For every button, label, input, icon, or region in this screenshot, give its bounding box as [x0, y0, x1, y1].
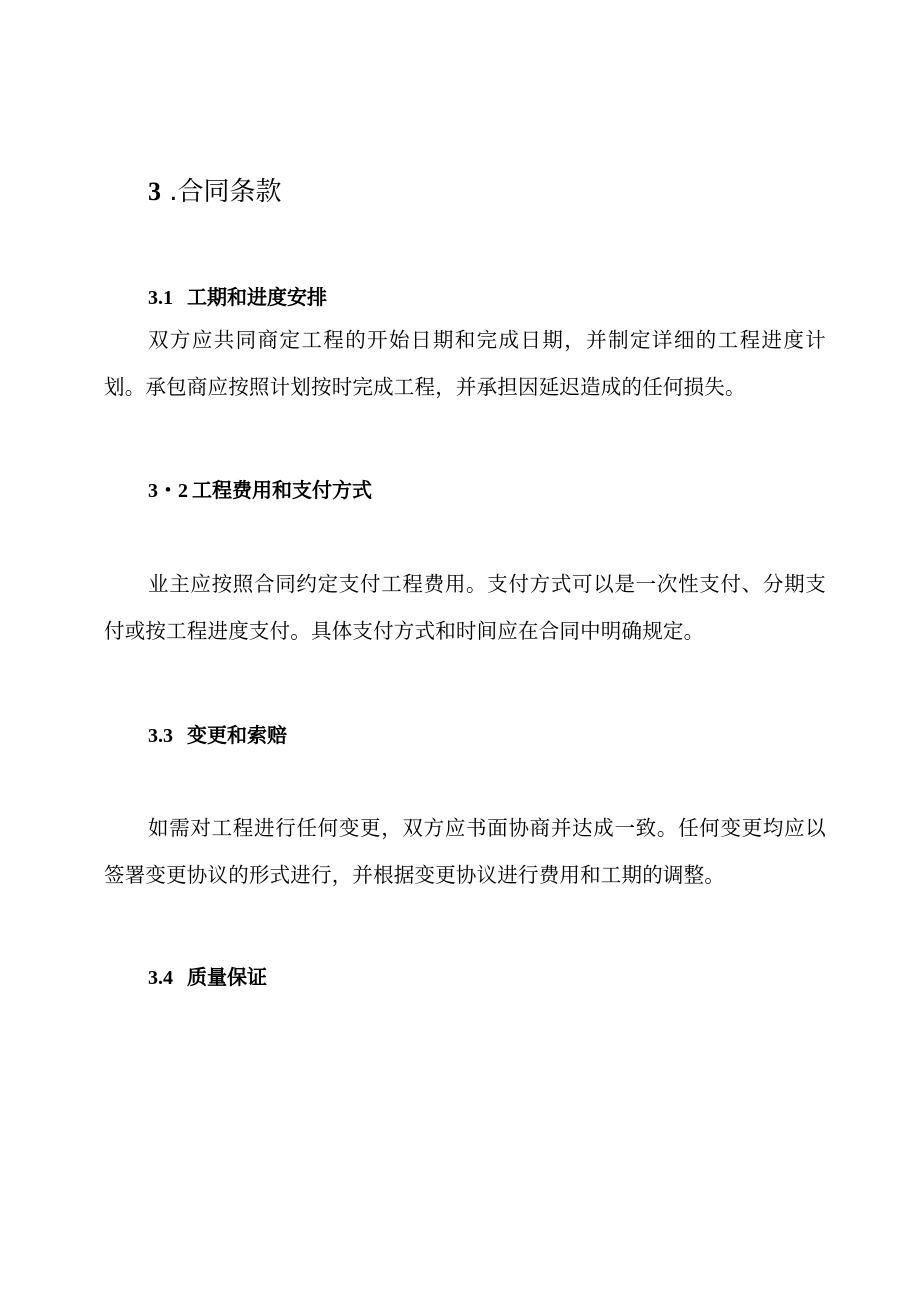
section-number: 3.1	[148, 287, 173, 309]
title-number: 3	[148, 177, 161, 206]
section-number: 3.3	[148, 725, 173, 747]
section-title: 变更和索赔	[187, 723, 287, 747]
section-body-3-3: 如需对工程进行任何变更，双方应书面协商并达成一致。任何变更均应以签署变更协议的形式进行，并根据变更协议进行费用和工期的调整。	[104, 816, 826, 887]
section-heading-3-4	[148, 962, 267, 993]
section-title: 质量保证	[187, 965, 267, 989]
section-body-3-1: 双方应共同商定工程的开始日期和完成日期，并制定详细的工程进度计划。承包商应按照计划按时完成工程，并承担因延迟造成的任何损失。	[104, 328, 826, 399]
section-title: 工期和进度安排	[187, 285, 327, 309]
section-heading-3-3	[148, 720, 287, 751]
section-number: 3.4	[148, 967, 173, 989]
section-number: 3・2	[148, 480, 188, 502]
title-text: .合同条款	[169, 177, 282, 207]
section-body-3-2: 业主应按照合同约定支付工程费用。支付方式可以是一次性支付、分期支付或按工程进度支付。具体支付方式和时间应在合同中明确规定。	[104, 572, 826, 643]
section-title: 工程费用和支付方式	[192, 478, 372, 502]
section-heading-3-2	[148, 475, 372, 506]
section-heading-3-1	[148, 282, 327, 313]
document-title	[148, 172, 282, 212]
